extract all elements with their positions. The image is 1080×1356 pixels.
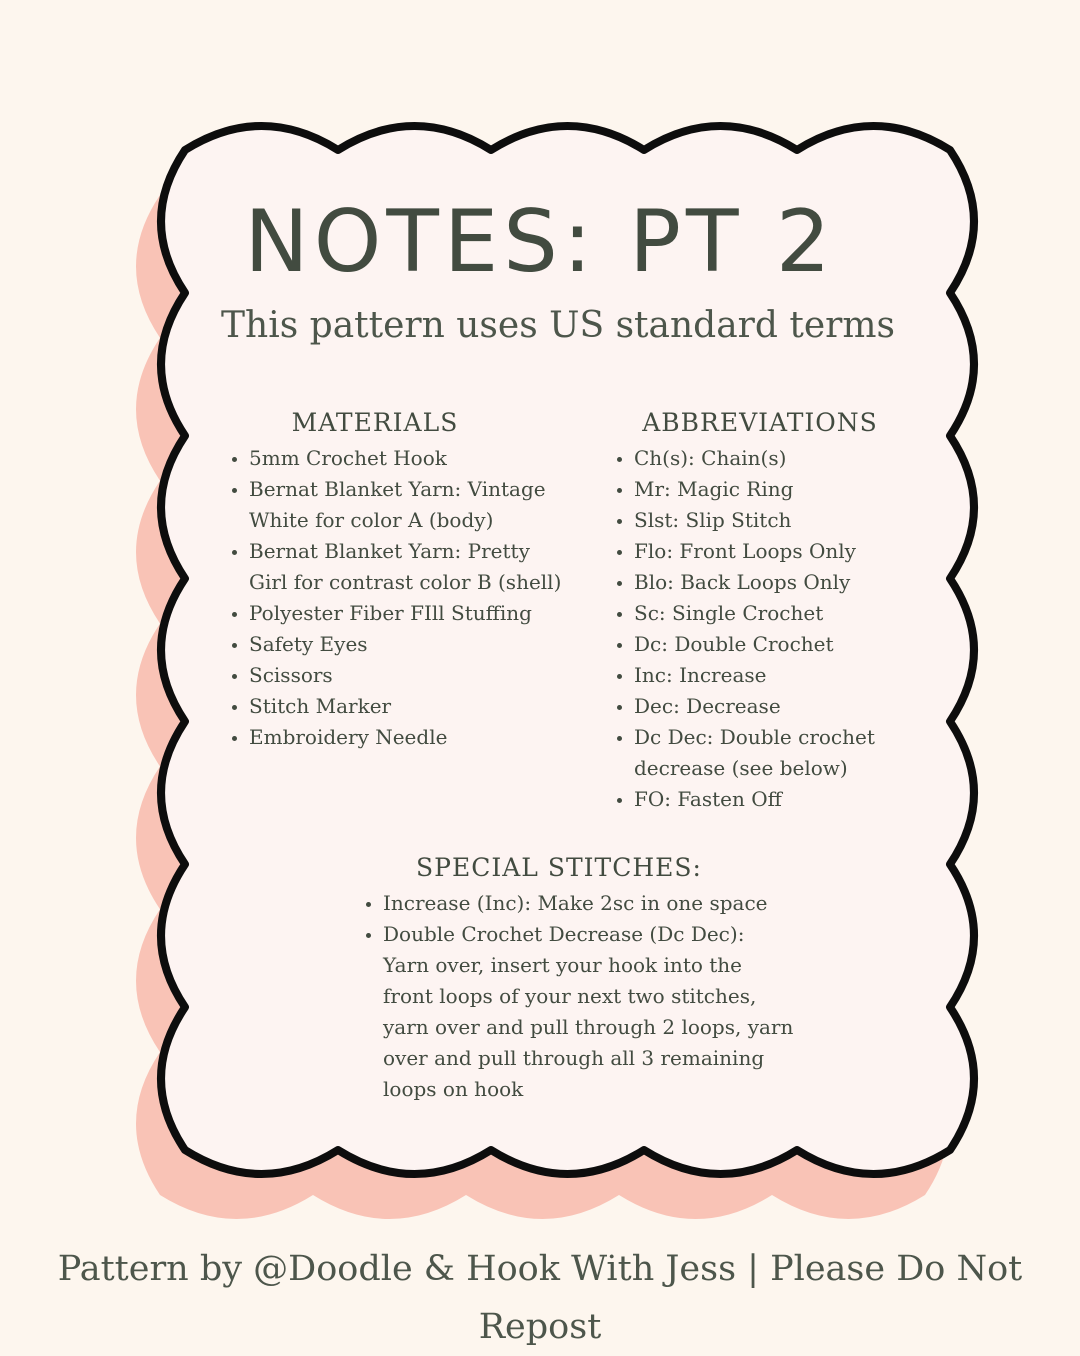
list-item: • Slst: Slip Stitch bbox=[634, 505, 939, 536]
special-stitches-heading: SPECIAL STITCHES: bbox=[416, 853, 702, 882]
list-item: • Scissors bbox=[249, 660, 569, 691]
materials-list bbox=[229, 443, 569, 753]
list-item: • Bernat Blanket Yarn: Vintage White for color A (body) bbox=[249, 474, 569, 536]
list-item: • 5mm Crochet Hook bbox=[249, 443, 569, 474]
list-item: • Dc Dec: Double crochet decrease (see below) bbox=[634, 722, 939, 784]
list-item: • Dc: Double Crochet bbox=[634, 629, 939, 660]
footer-credit: Pattern by @Doodle & Hook With Jess | Please Do Not Repost bbox=[57, 1249, 1023, 1347]
page-title: NOTES: PT 2 bbox=[244, 192, 836, 292]
list-item: • Inc: Increase bbox=[634, 660, 939, 691]
list-item: • Stitch Marker bbox=[249, 691, 569, 722]
list-item: • Polyester Fiber FIll Stuffing bbox=[249, 598, 569, 629]
list-item: • Bernat Blanket Yarn: Pretty Girl for contrast color B (shell) bbox=[249, 536, 569, 598]
list-item: • Sc: Single Crochet bbox=[634, 598, 939, 629]
materials-heading: MATERIALS bbox=[291, 408, 459, 437]
list-item: • Blo: Back Loops Only bbox=[634, 567, 939, 598]
list-item: • Dec: Decrease bbox=[634, 691, 939, 722]
list-item: • Double Crochet Decrease (Dc Dec): Yarn over, insert your hook into the front loops of your next two stitches, yarn over and pull through 2 loops, yarn over and pull through all 3 remaining loops on hook bbox=[383, 919, 795, 1105]
abbreviations-list bbox=[614, 443, 939, 815]
list-item: • Embroidery Needle bbox=[249, 722, 569, 753]
list-item: • FO: Fasten Off bbox=[634, 784, 939, 815]
list-item: • Ch(s): Chain(s) bbox=[634, 443, 939, 474]
page-subtitle: This pattern uses US standard terms bbox=[221, 305, 895, 346]
list-item: • Mr: Magic Ring bbox=[634, 474, 939, 505]
list-item: • Safety Eyes bbox=[249, 629, 569, 660]
list-item: • Increase (Inc): Make 2sc in one space bbox=[383, 888, 795, 919]
list-item: • Flo: Front Loops Only bbox=[634, 536, 939, 567]
special-stitches-list bbox=[363, 888, 795, 1105]
abbreviations-heading: ABBREVIATIONS bbox=[642, 408, 878, 437]
